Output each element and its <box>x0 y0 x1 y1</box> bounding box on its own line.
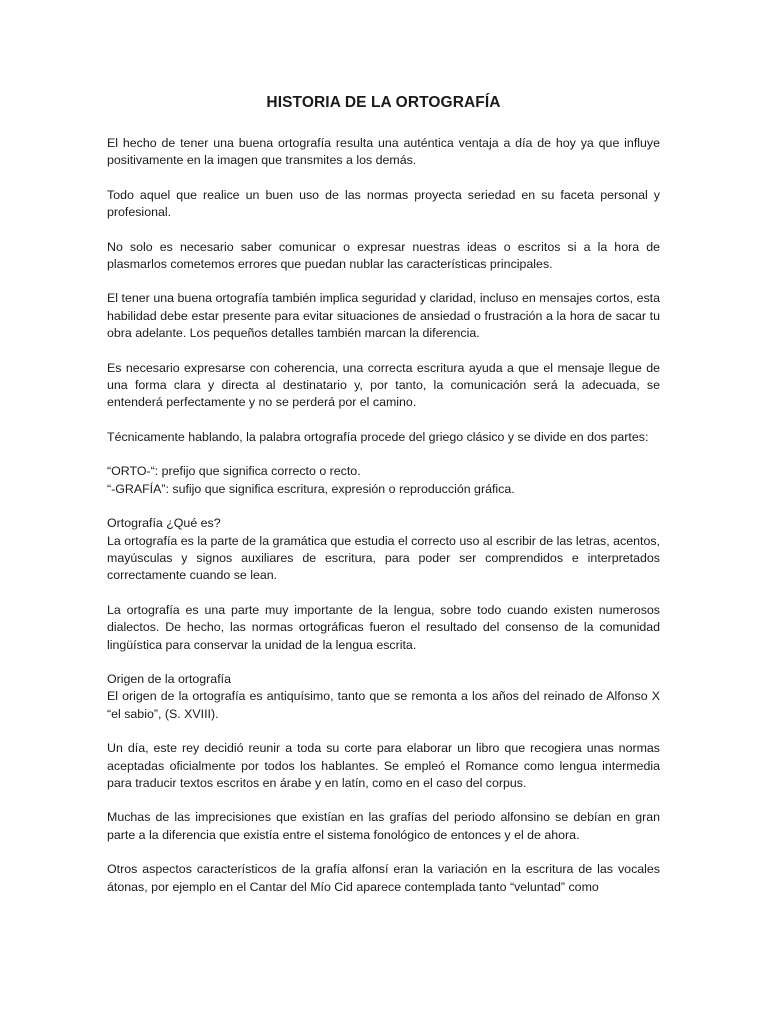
section-heading-que-es: Ortografía ¿Qué es? <box>107 516 221 531</box>
paragraph: Un día, este rey decidió reunir a toda su corte para elaborar un libro que recogiera unas normas aceptadas oficialmente por todos los hablantes. Se empleó el Romance como lengua intermedia para traducir textos escritos en árabe y en latín, como en el caso del corpus. <box>107 741 660 790</box>
definition-grafia: “-GRAFÍA”: sufijo que significa escritura, expresión o reproducción gráfica. <box>107 481 515 496</box>
paragraph: Otros aspectos característicos de la grafía alfonsí eran la variación en la escritura de las vocales átonas, por ejemplo en el Cantar del Mío Cid aparece contemplada tanto “veluntad” como <box>107 862 660 894</box>
paragraph: La ortografía es una parte muy importante de la lengua, sobre todo cuando existen numerosos dialectos. De hecho, las normas ortográficas fueron el resultado del consenso de la comunidad lingüística para conservar la unidad de la lengua escrita. <box>107 602 660 652</box>
paragraph: Muchas de las imprecisiones que existían en las grafías del periodo alfonsino se debían en gran parte a la diferencia que existía entre el sistema fonológico de entonces y el de ahora. <box>107 810 660 842</box>
section-heading-origen: Origen de la ortografía <box>107 671 231 686</box>
paragraph: Es necesario expresarse con coherencia, una correcta escritura ayuda a que el mensaje llegue de una forma clara y directa al destinatario y, por tanto, la comunicación será la adecuada, se entenderá perfectamente y no se perderá por el camino. <box>107 360 660 410</box>
document-title: HISTORIA DE LA ORTOGRAFÍA <box>266 94 501 111</box>
paragraph: La ortografía es la parte de la gramática que estudia el correcto uso al escribir de las letras, acentos, mayúsculas y signos auxiliares de escritura, para poder ser comprendidos e interpretados correctamente cuando se lean. <box>107 533 660 583</box>
paragraph: El origen de la ortografía es antiquísimo, tanto que se remonta a los años del reinado de Alfonso X “el sabio”, (S. XVIII). <box>107 689 660 721</box>
definition-orto: “ORTO-“: prefijo que significa correcto o recto. <box>107 464 361 479</box>
paragraph: El tener una buena ortografía también implica seguridad y claridad, incluso en mensajes cortos, esta habilidad debe estar presente para evitar situaciones de ansiedad o frustración a la hora de sacar tu obra adelante. Los pequeños detalles también marcan la diferencia. <box>107 291 660 341</box>
document-page <box>107 93 660 913</box>
paragraph: El hecho de tener una buena ortografía resulta una auténtica ventaja a día de hoy ya que influye positivamente en la imagen que transmites a los demás. <box>107 136 660 168</box>
paragraph: Todo aquel que realice un buen uso de las normas proyecta seriedad en su faceta personal y profesional. <box>107 187 660 220</box>
paragraph: Técnicamente hablando, la palabra ortografía procede del griego clásico y se divide en dos partes: <box>107 429 649 444</box>
definitions-block <box>107 463 660 498</box>
paragraph: No solo es necesario saber comunicar o expresar nuestras ideas o escritos si a la hora de plasmarlos cometemos errores que puedan nublar las características principales. <box>107 239 660 272</box>
